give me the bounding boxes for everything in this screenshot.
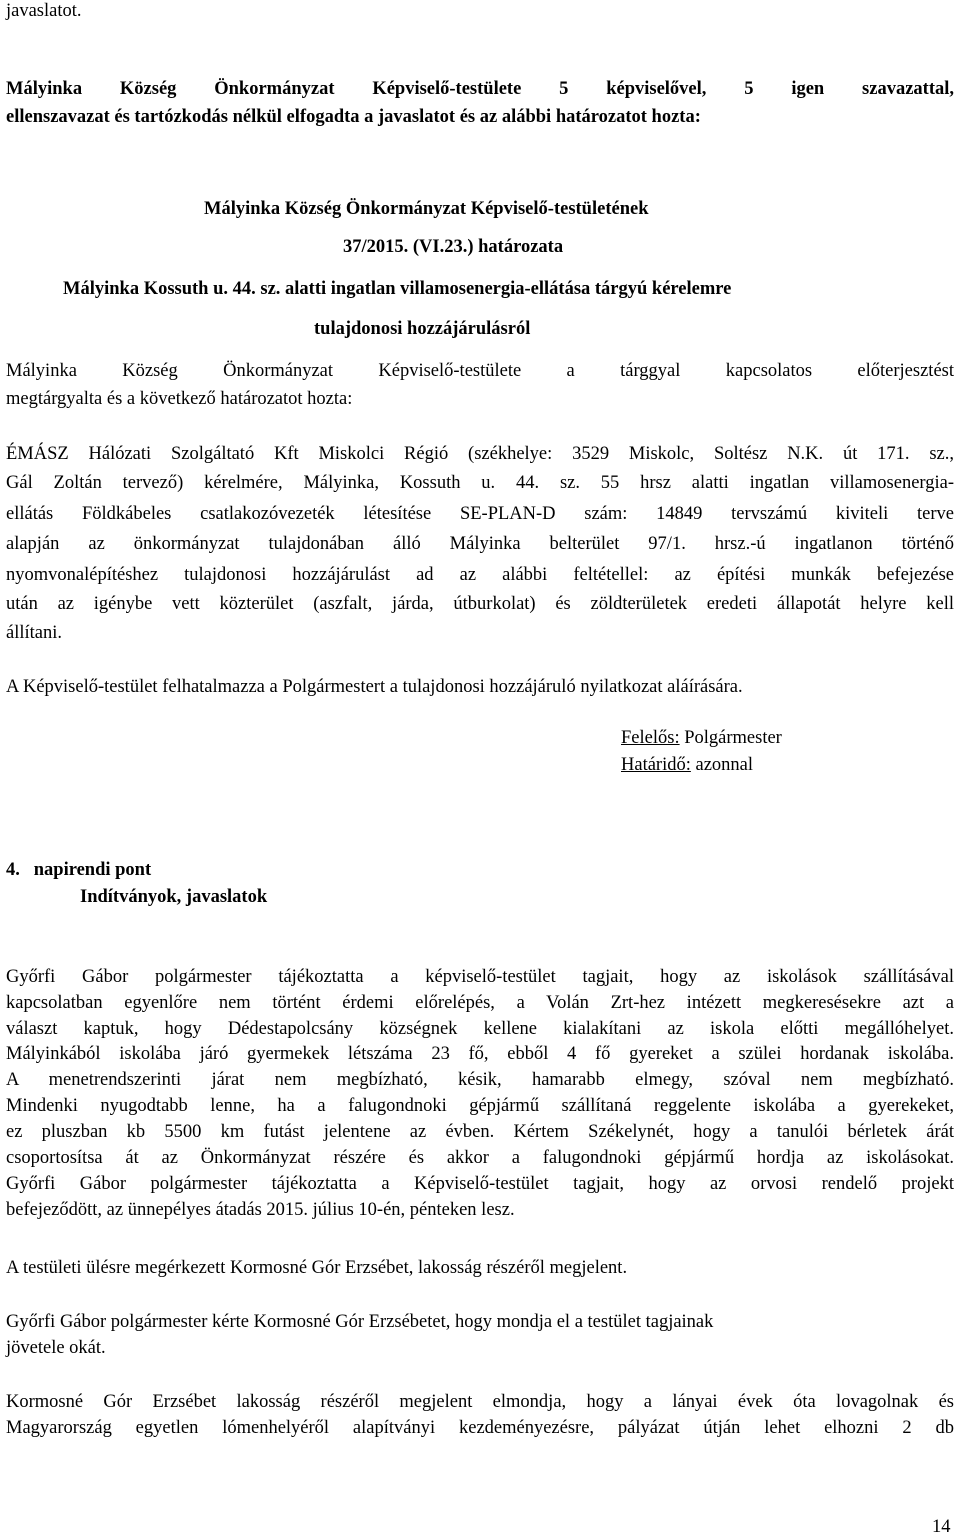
body-line: nyomvonalépítéshez tulajdonosi hozzájárulást ad az alábbi feltétellel: az építési munkák befejezése (6, 565, 954, 585)
vote-line-2: ellenszavazat és tartózkodás nélkül elfogadta a javaslatot és az alábbi határozatot hozta: (6, 107, 701, 127)
paragraph-line: Győrfi Gábor polgármester tájékoztatta a képviselő-testület tagjait, hogy az iskolások szállításával (6, 967, 954, 987)
page-number: 14 (932, 1517, 951, 1537)
responsible-line (621, 727, 941, 749)
body-line: alapján az önkormányzat tulajdonában álló Mályinka belterület 97/1. hrsz.-ú ingatlanon történő (6, 534, 954, 554)
resolution-number: 37/2015. (VI.23.) határozata (343, 237, 564, 257)
resolution-title: Mályinka Község Önkormányzat Képviselő-testületének (204, 199, 649, 219)
vote-line-1: Mályinka Község Önkormányzat Képviselő-testülete 5 képviselővel, 5 igen szavazattal, (6, 79, 954, 99)
resolution-subject-2: tulajdonosi hozzájárulásról (314, 319, 531, 339)
responsible-value: Polgármester (679, 728, 782, 748)
agenda-title: Indítványok, javaslatok (80, 887, 268, 907)
body-line: ellátás Földkábeles csatlakozóvezeték létesítése SE-PLAN-D szám: 14849 tervszámú kiviteli terve (6, 504, 954, 524)
paragraph-line: csoportosítsa át az Önkormányzat részére és akkor a falugondnoki gépjármű hordja az iskolásokat. (6, 1148, 954, 1168)
deadline-label: Határidő: (621, 755, 691, 775)
paragraph-line: ez pluszban kb 5500 km futást jelentene az évben. Kértem Székelynét, hogy a tanulói bérletek árát (6, 1122, 954, 1142)
agenda-heading (6, 859, 954, 881)
deadline-line (621, 754, 941, 776)
resolution-intro-2: megtárgyalta és a következő határozatot hozta: (6, 389, 353, 409)
authorization-text: A Képviselő-testület felhatalmazza a Polgármestert a tulajdonosi hozzájáruló nyilatkozat aláírására. (6, 677, 743, 697)
paragraph-line: választ kaptuk, hogy Dédestapolcsány községnek kellene kialakítani az iskola előtti megállóhelyet. (6, 1019, 954, 1039)
paragraph-line: Győrfi Gábor polgármester tájékoztatta a Képviselő-testület tagjait, hogy az orvosi rendelő projekt (6, 1174, 954, 1194)
paragraph-line: Kormosné Gór Erzsébet lakosság részéről megjelent elmondja, hogy a lányai évek óta lovagolnak és (6, 1392, 954, 1412)
deadline-value: azonnal (690, 755, 754, 775)
body-line: Gál Zoltán tervező) kérelmére, Mályinka, Kossuth u. 44. sz. 55 hrsz alatti ingatlan villamosenergia- (6, 473, 954, 493)
resolution-intro-1: Mályinka Község Önkormányzat Képviselő-testülete a tárggyal kapcsolatos előterjesztést (6, 361, 954, 381)
paragraph-line: jövetele okát. (6, 1338, 106, 1358)
paragraph-line: befejeződött, az ünnepélyes átadás 2015. július 10-én, pénteken lesz. (6, 1200, 515, 1220)
paragraph-line: Mályinkából iskolába járó gyermekek létszáma 23 fő, ebből 4 fő gyereket a szülei hordanak iskolába. (6, 1044, 954, 1064)
responsible-label: Felelős: (621, 728, 680, 748)
paragraph-line: Mindenki nyugodtabb lenne, ha a falugondnoki gépjármű szállítaná reggelente iskolába a gyerekeket, (6, 1096, 954, 1116)
body-line: ÉMÁSZ Hálózati Szolgáltató Kft Miskolci Régió (székhelye: 3529 Miskolc, Soltész N.K. út 171. sz., (6, 444, 954, 464)
resolution-subject: Mályinka Kossuth u. 44. sz. alatti ingatlan villamosenergia-ellátása tárgyú kérelemre (63, 279, 732, 299)
body-line: után az igénybe vett közterület (aszfalt, járda, útburkolat) és zöldterületek eredeti állapotát helyre kell (6, 594, 954, 614)
paragraph-line: A menetrendszerinti járat nem megbízható, késik, hamarabb elmegy, szóval nem megbízható. (6, 1070, 954, 1090)
paragraph-line: Győrfi Gábor polgármester kérte Kormosné Gór Erzsébetet, hogy mondja el a testület tagjainak (6, 1312, 714, 1332)
agenda-label: napirendi pont (33, 860, 152, 880)
body-line: állítani. (6, 623, 62, 643)
carryover-text: javaslatot. (6, 1, 82, 21)
agenda-number: 4. (6, 860, 20, 880)
paragraph-line: kapcsolatban egyenlőre nem történt érdemi előrelépés, a Volán Zrt-hez intézett megkeresésekre azt a (6, 993, 954, 1013)
paragraph-line: Magyarország egyetlen lómenhelyéről alapítványi kezdeményezésre, pályázat útján lehet elhozni 2 db (6, 1418, 954, 1438)
paragraph-arrival: A testületi ülésre megérkezett Kormosné Gór Erzsébet, lakosság részéről megjelent. (6, 1258, 628, 1278)
